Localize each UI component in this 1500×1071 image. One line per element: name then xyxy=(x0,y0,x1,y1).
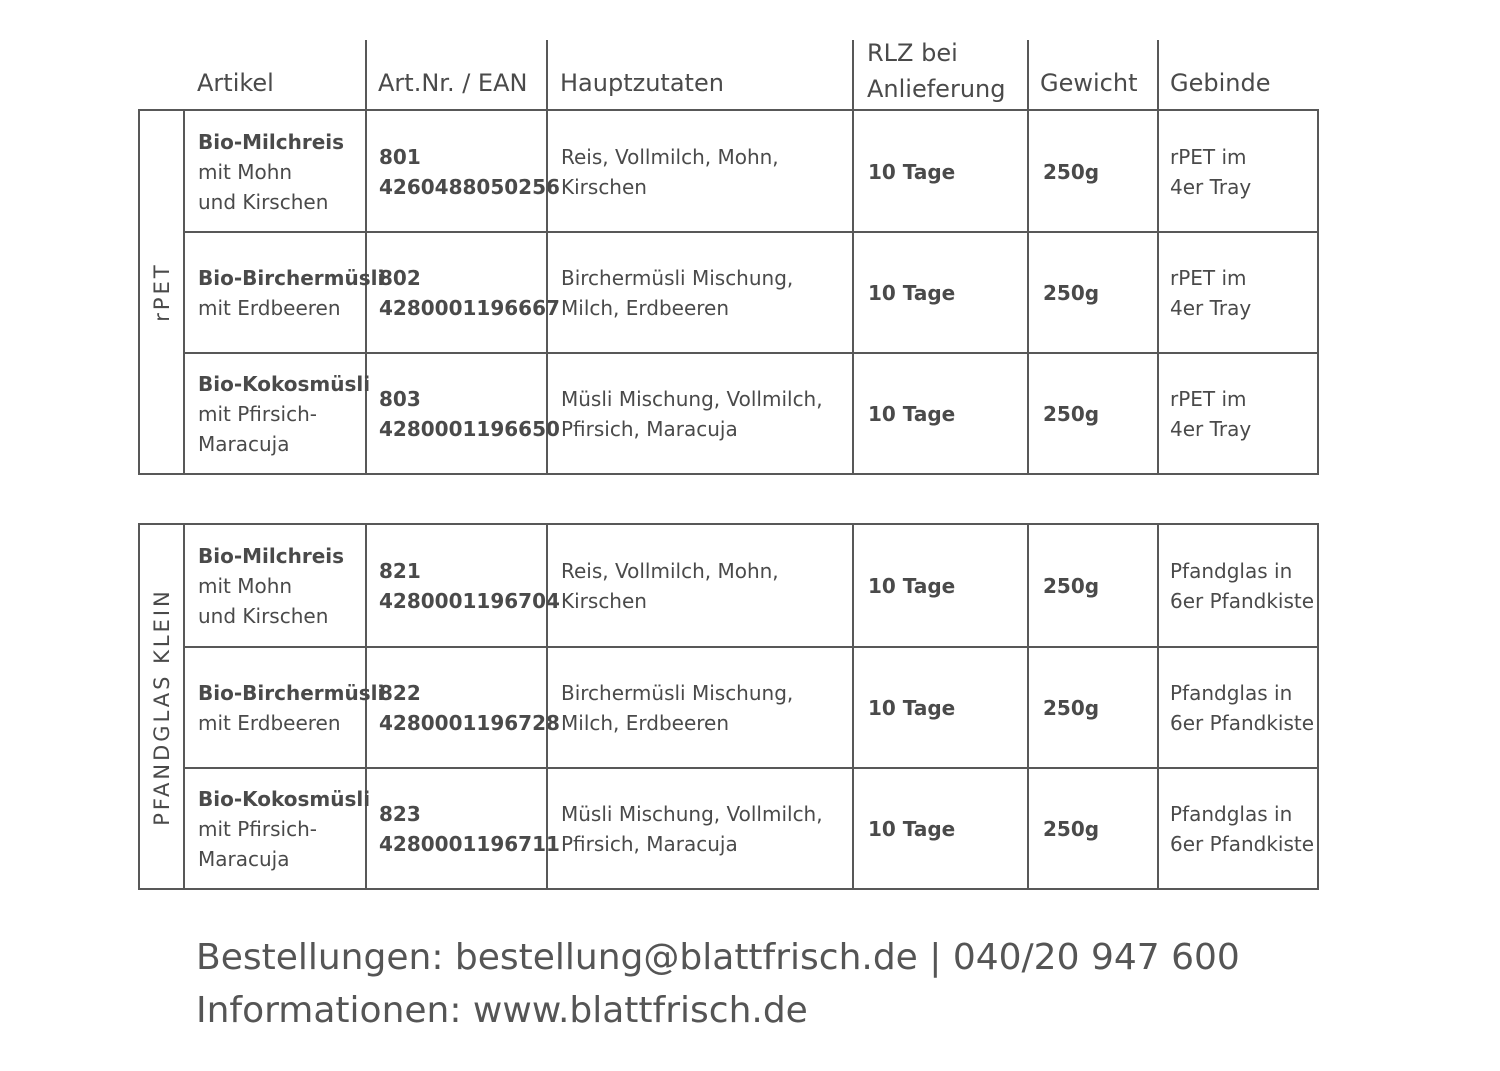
header-rlz-line2: Anlieferung xyxy=(867,75,1006,103)
ingredients: Birchermüsli Mischung, Milch, Erdbeeren xyxy=(561,680,794,735)
header-divider xyxy=(852,40,854,110)
art-nr: 822 4280001196728 xyxy=(379,680,560,735)
rlz: 10 Tage xyxy=(868,401,956,426)
table-row xyxy=(198,232,384,353)
art-nr: 801 4260488050256 xyxy=(379,144,560,199)
product-table-rpet xyxy=(138,109,1319,475)
product-name: Bio-Milchreis xyxy=(198,129,345,154)
product-desc: mit Erdbeeren xyxy=(198,295,341,320)
packaging: Pfandglas in 6er Pfandkiste xyxy=(1170,801,1315,856)
product-name: Bio-Birchermüsli xyxy=(198,265,385,290)
packaging: rPET im 4er Tray xyxy=(1170,386,1252,441)
weight: 250g xyxy=(1043,816,1100,841)
ingredients: Müsli Mischung, Vollmilch, Pfirsich, Maracuja xyxy=(561,801,823,856)
ingredients: Birchermüsli Mischung, Milch, Erdbeeren xyxy=(561,265,794,320)
product-desc: mit Mohn xyxy=(198,159,293,184)
product-name: Bio-Milchreis xyxy=(198,543,345,568)
ingredients: Müsli Mischung, Vollmilch, Pfirsich, Maracuja xyxy=(561,386,823,441)
product-table-pfandglas xyxy=(138,523,1319,890)
table-row xyxy=(198,525,344,646)
header-divider xyxy=(1157,40,1159,110)
product-desc: mit Pfirsich- xyxy=(198,401,317,426)
group-label-rpet: rPET xyxy=(150,262,174,322)
table-row xyxy=(198,353,370,474)
product-desc: mit Pfirsich- xyxy=(198,816,317,841)
rlz: 10 Tage xyxy=(868,695,956,720)
weight: 250g xyxy=(1043,159,1100,184)
product-name: Bio-Kokosmüsli xyxy=(198,371,371,396)
header-divider xyxy=(365,40,367,110)
rlz: 10 Tage xyxy=(868,280,956,305)
product-name: Bio-Birchermüsli xyxy=(198,680,385,705)
footer-info: Informationen: www.blattfrisch.de xyxy=(196,990,808,1031)
product-desc: und Kirschen xyxy=(198,189,329,214)
header-gebinde: Gebinde xyxy=(1170,69,1271,97)
art-nr: 802 4280001196667 xyxy=(379,265,560,320)
group-label-pfandglas: PFANDGLAS KLEIN xyxy=(150,587,174,826)
packaging: Pfandglas in 6er Pfandkiste xyxy=(1170,680,1315,735)
header-zutaten: Hauptzutaten xyxy=(560,69,724,97)
art-nr: 821 4280001196704 xyxy=(379,558,560,613)
weight: 250g xyxy=(1043,280,1100,305)
product-desc: Maracuja xyxy=(198,431,290,456)
ingredients: Reis, Vollmilch, Mohn, Kirschen xyxy=(561,558,779,613)
product-desc: mit Erdbeeren xyxy=(198,710,341,735)
header-divider xyxy=(546,40,548,110)
ingredients: Reis, Vollmilch, Mohn, Kirschen xyxy=(561,144,779,199)
product-desc: und Kirschen xyxy=(198,603,329,628)
packaging: rPET im 4er Tray xyxy=(1170,144,1252,199)
table-row xyxy=(198,647,384,768)
header-artikel: Artikel xyxy=(197,69,274,97)
product-desc: mit Mohn xyxy=(198,573,293,598)
product-desc: Maracuja xyxy=(198,846,290,871)
header-divider xyxy=(1027,40,1029,110)
packaging: rPET im 4er Tray xyxy=(1170,265,1252,320)
rlz: 10 Tage xyxy=(868,816,956,841)
header-gewicht: Gewicht xyxy=(1040,69,1138,97)
weight: 250g xyxy=(1043,695,1100,720)
rlz: 10 Tage xyxy=(868,573,956,598)
packaging: Pfandglas in 6er Pfandkiste xyxy=(1170,558,1315,613)
header-rlz-line1: RLZ bei xyxy=(867,39,958,67)
art-nr: 823 4280001196711 xyxy=(379,801,560,856)
table-row xyxy=(198,111,344,232)
product-name: Bio-Kokosmüsli xyxy=(198,786,371,811)
art-nr: 803 4280001196650 xyxy=(379,386,560,441)
weight: 250g xyxy=(1043,401,1100,426)
weight: 250g xyxy=(1043,573,1100,598)
footer-orders: Bestellungen: bestellung@blattfrisch.de | 040/20 947 600 xyxy=(196,937,1240,978)
header-artnr: Art.Nr. / EAN xyxy=(378,69,528,97)
rlz: 10 Tage xyxy=(868,159,956,184)
table-row xyxy=(198,768,370,889)
